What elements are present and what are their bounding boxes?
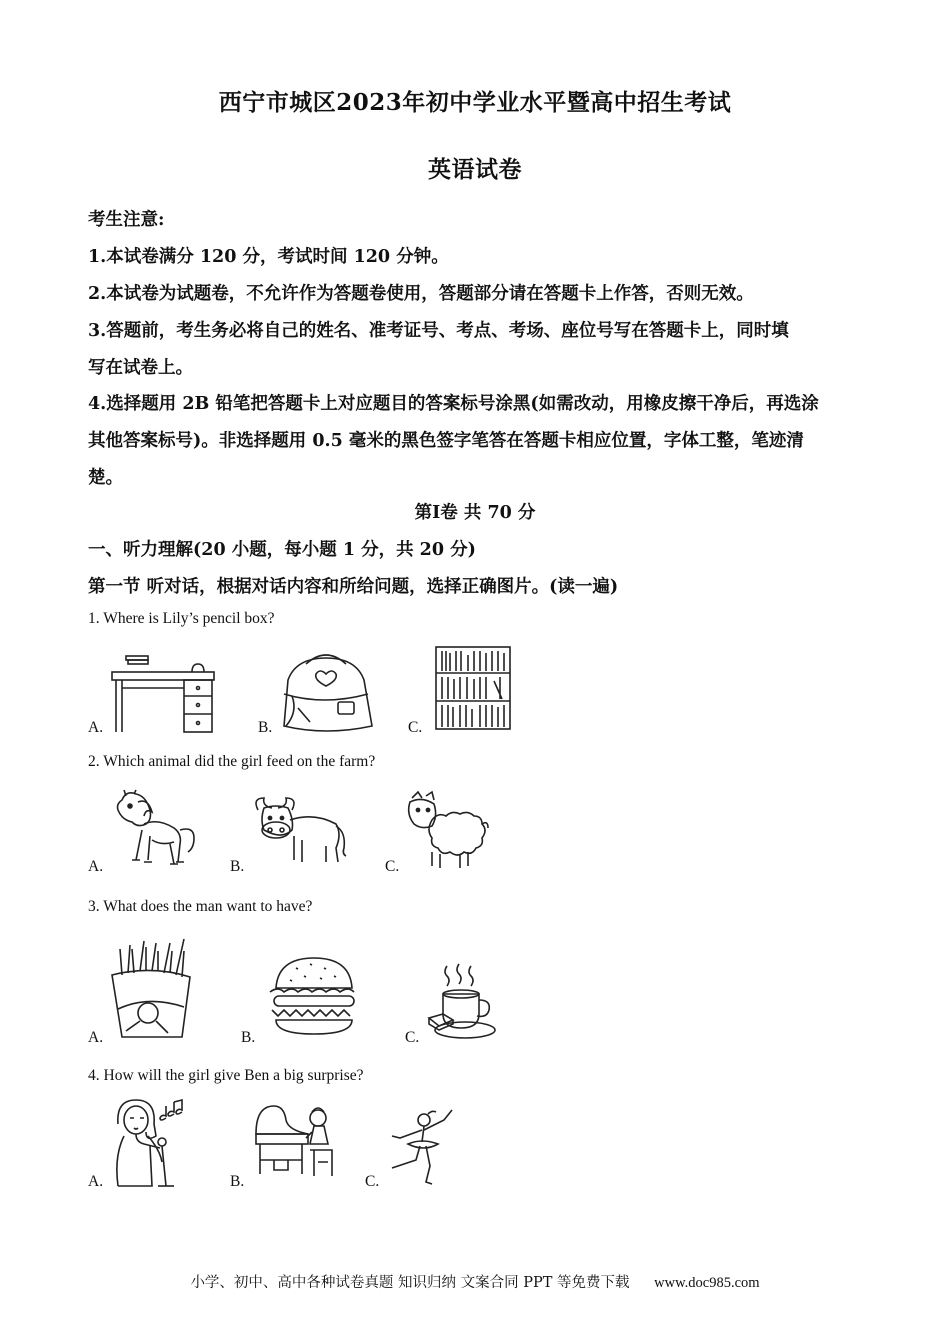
notice-item-4-end: 楚。 [88,468,123,488]
section-heading: 一、听力理解(20 小题，每小题 1 分，共 20 分) [88,540,476,560]
q4-option-b-label: B. [230,1173,245,1190]
part-heading: 第Ⅰ卷 共 70 分 [414,503,536,523]
q1-option-b-label: B. [258,719,273,736]
notice-item-3: 3.答题前，考生务必将自己的姓名、准考证号、考点、考场、座位号写在答题卡上，同时填 [88,321,789,341]
q2-option-a-label: A. [88,858,104,875]
question-3: 3. What does the man want to have? [88,898,313,915]
q3-option-b-label: B. [241,1029,256,1046]
q3-option-c-label: C. [405,1029,420,1046]
horse-icon [108,790,196,872]
notice-item-1: 1.本试卷满分 120 分，考试时间 120 分钟。 [88,247,449,267]
q3-option-a-label: A. [88,1029,104,1046]
footer [0,1271,950,1292]
q1-option-c-label: C. [408,719,423,736]
bookshelf-icon [434,645,512,731]
footer-text: 小学、初中、高中各种试卷真题 知识归纳 文案合同 PPT 等免费下载 [190,1275,630,1291]
notice-item-2: 2.本试卷为试题卷，不允许作为答题卷使用，答题部分请在答题卡上作答，否则无效。 [88,284,754,304]
question-1: 1. Where is Lily’s pencil box? [88,610,275,627]
ballet-dancer-icon [384,1106,456,1186]
sheep-icon [404,790,490,870]
desk-icon [108,654,218,734]
q2-option-c-label: C. [385,858,400,875]
ox-icon [250,796,350,866]
notice-item-4: 4.选择题用 2B 铅笔把答题卡上对应题目的答案标号涂黑(如需改动，用橡皮擦干净后，再选涂 [88,394,819,414]
q2-option-b-label: B. [230,858,245,875]
notice-heading: 考生注意: [88,210,165,230]
notice-item-3-cont: 写在试卷上。 [88,358,193,378]
exam-title: 西宁市城区2023年初中学业水平暨高中招生考试 [218,89,732,116]
coffee-icon [425,962,497,1040]
q1-option-a-label: A. [88,719,104,736]
piano-girl-icon [252,1104,336,1180]
singing-girl-icon [108,1098,188,1188]
question-2: 2. Which animal did the girl feed on the farm? [88,753,376,770]
schoolbag-icon [276,650,376,735]
q4-option-c-label: C. [365,1173,380,1190]
question-4: 4. How will the girl give Ben a big surprise? [88,1067,364,1084]
exam-subtitle: 英语试卷 [428,156,522,183]
hamburger-icon [266,956,362,1036]
fries-icon [108,935,194,1041]
subsection-heading: 第一节 听对话，根据对话内容和所给问题，选择正确图片。(读一遍) [88,577,619,597]
q4-option-a-label: A. [88,1173,104,1190]
notice-item-4-cont: 其他答案标号)。非选择题用 0.5 毫米的黑色签字笔答在答题卡相应位置，字体工整，笔迹清 [88,431,804,451]
footer-url[interactable]: www.doc985.com [654,1275,760,1291]
